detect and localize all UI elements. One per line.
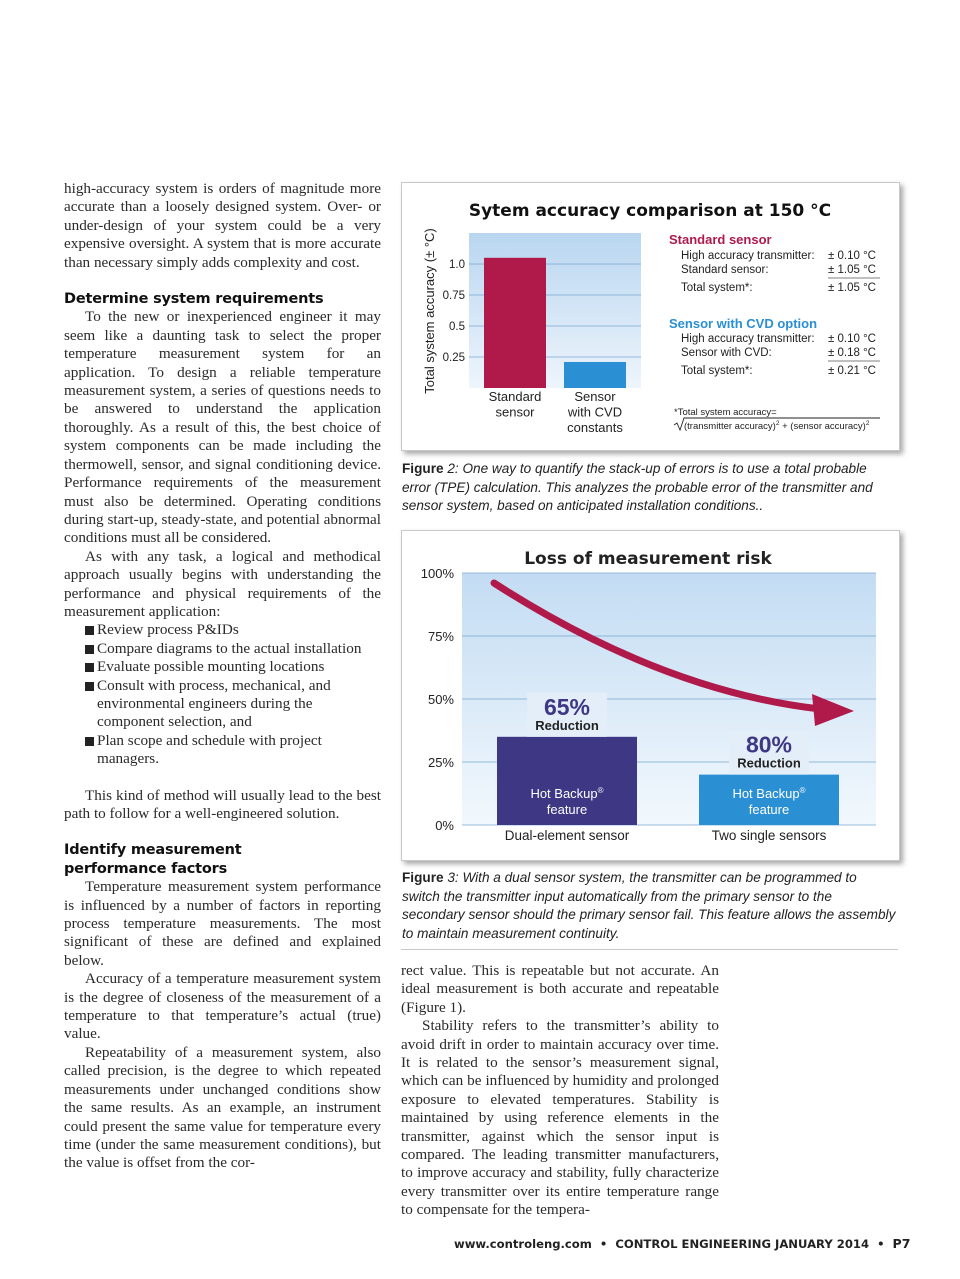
category-label: constants <box>567 420 623 435</box>
legend-standard-row-3-value: ± 1.05 °C <box>828 282 876 294</box>
y-tick-label: 100% <box>420 566 454 581</box>
requirements-paragraph-3: This kind of method will usually lead to the best path to follow for a well-engineered solution. <box>64 786 381 822</box>
category-label: Dual-element sensor <box>504 828 630 843</box>
annotation-label: Reduction <box>535 717 599 733</box>
page-footer <box>454 1236 910 1251</box>
list-item: Compare diagrams to the actual installation <box>64 640 381 658</box>
right-paragraph-2: Stability refers to the transmitter’s ability to avoid drift in order to maintain accuracy over time. It is related to the sensor’s measurement signal, which can be influenced by humidity and prolonged exposure to elevated temperatures. Stability is maintained by using reference elements in the transmitter, against which the sensor input is compared. The leading transmitter manufacturers, to improve accuracy and stability, fully characterize every transmitter over its entire temperature range to compensate for the tempera- <box>401 1017 719 1219</box>
y-tick-label: 0% <box>435 818 454 833</box>
legend-cvd-row-2-label: Sensor with CVD: <box>681 347 772 359</box>
caption-divider <box>401 949 898 950</box>
legend-cvd-row-2-value: ± 0.18 °C <box>828 347 876 359</box>
legend-standard-row-1-value: ± 0.10 °C <box>828 250 876 262</box>
y-tick-label: 75% <box>427 629 454 644</box>
legend-standard-row-2-label: Standard sensor: <box>681 264 769 276</box>
chart-title: Sytem accuracy comparison at 150 °C <box>468 201 832 221</box>
y-tick-labels <box>443 259 465 364</box>
category-labels <box>505 828 827 843</box>
requirements-paragraph-2: As with any task, a logical and methodical approach usually begins with understanding the performance and physical requirements of the measurement application: <box>64 547 381 620</box>
bar <box>564 362 626 388</box>
bar-label: feature <box>748 802 790 817</box>
y-tick-label: 25% <box>427 755 454 770</box>
legend-cvd-row-1-label: High accuracy transmitter: <box>681 333 815 345</box>
annotation-label: Reduction <box>737 755 801 771</box>
category-label: Two single sensors <box>711 828 827 843</box>
figure-3-caption: Figure 3: With a dual sensor system, the transmitter can be programmed to switch the transmitter input automatically from the primary sensor to the secondary sensor should the primary sensor fail. This feature allows the assembly to maintain measurement continuity. <box>402 870 896 941</box>
footer-separator: • <box>599 1237 608 1251</box>
category-labels <box>489 389 624 435</box>
list-item: Plan scope and schedule with project managers. <box>64 732 381 769</box>
legend-standard-title: Standard sensor <box>669 232 772 247</box>
figure-2-panel <box>401 182 900 451</box>
category-label: Sensor <box>574 389 616 404</box>
annotation-value: 80% <box>745 731 793 758</box>
y-tick-label: 50% <box>427 692 454 707</box>
footer-publication: CONTROL ENGINEERING JANUARY 2014 <box>615 1237 870 1251</box>
bar-label: Hot Backup® <box>530 786 604 801</box>
y-tick-label: 1.0 <box>449 259 465 271</box>
legend-cvd-row-3-value: ± 0.21 °C <box>828 365 876 377</box>
performance-paragraph-2: Accuracy of a temperature measurement system is the degree of closeness of the measurement of a temperature to that temperature’s actual (true) value. <box>64 970 381 1043</box>
heading-determine-requirements: Determine system requirements <box>64 291 324 308</box>
heading-identify-factors: Identify measurement performance factors <box>64 842 242 877</box>
performance-paragraph-1: Temperature measurement system performance is influenced by a number of factors in reporting process temperature measurements. The most significant of these are defined and explained below. <box>64 878 381 969</box>
list-item: Review process P&IDs <box>64 621 381 639</box>
y-tick-labels <box>421 566 455 833</box>
y-tick-label: 0.5 <box>449 321 465 333</box>
list-item: Consult with process, mechanical, and environmental engineers during the component selection, and <box>64 677 381 732</box>
category-label: Standard <box>488 389 542 404</box>
measurement-risk-chart <box>402 531 899 860</box>
performance-paragraph-3: Repeatability of a measurement system, also called precision, is the degree to which repeated measurements under unchanged conditions show the same results. As an example, an instrument could present the same value for temperature every time (under the same measurement conditions), but the value is offset from the cor- <box>64 1043 381 1172</box>
accuracy-comparison-chart <box>402 183 899 450</box>
legend-cvd-row-3-label: Total system*: <box>681 365 753 377</box>
y-tick-label: 0.25 <box>442 352 465 364</box>
figure-2-caption: Figure 2: One way to quantify the stack-up of errors is to use a total probable error (TPE) calculation. This analyzes the probable error of the transmitter and sensor system, based on anticipated installation conditions.. <box>402 461 873 514</box>
bar-label: feature <box>546 802 588 817</box>
formula-label: *Total system accuracy= <box>674 407 777 418</box>
category-label: sensor <box>495 404 535 420</box>
legend-cvd-row-1-value: ± 0.10 °C <box>828 333 876 345</box>
annotation-value: 65% <box>543 693 591 720</box>
requirements-paragraph-1: To the new or inexperienced engineer it may seem like a daunting task to select the proper temperature measurement system for an application. To design a reliable temperature measurement system, a series of questions needs to be answered to understand the application thoroughly. As a result of this, the best choice of system components can be made including the thermowell, sensor, and signal conditioning device. Performance requirements of the measurement must also be determined. Operating conditions during start-up, steady-state, and potential abnormal conditions must all be considered. <box>64 308 381 547</box>
right-paragraph-1: rect value. This is repeatable but not accurate. An ideal measurement is both accurate and repeatable (Figure 1). <box>401 962 719 1016</box>
category-label: with CVD <box>567 404 623 420</box>
legend-standard-row-3-label: Total system*: <box>681 282 753 294</box>
requirements-list <box>64 621 381 768</box>
intro-paragraph: high-accuracy system is orders of magnitude more accurate than a loosely designed system. Over- or under-design of your system could be a very expensive oversight. A system that is more accurate than necessary simply adds complexity and cost. <box>64 180 381 271</box>
chart-title: Loss of measurement risk <box>524 549 772 569</box>
page-number: P7 <box>892 1236 911 1251</box>
legend-cvd-title: Sensor with CVD option <box>669 316 818 331</box>
y-axis-label: Total system accuracy (± °C) <box>422 228 437 394</box>
right-column <box>401 962 719 1220</box>
figure-3-panel <box>401 530 900 861</box>
legend-standard-row-2-value: ± 1.05 °C <box>828 264 876 276</box>
footer-separator: • <box>877 1237 885 1251</box>
bar <box>484 258 546 388</box>
left-column <box>64 180 381 1173</box>
bar-label: Hot Backup® <box>732 786 806 801</box>
footer-url: www.controleng.com <box>454 1237 592 1251</box>
formula-expression: (transmitter accuracy)$^2$ + (sensor accuracy)$^2$ <box>684 420 870 432</box>
legend-standard-row-1-label: High accuracy transmitter: <box>681 250 815 262</box>
y-tick-label: 0.75 <box>442 290 465 302</box>
list-item: Evaluate possible mounting locations <box>64 658 381 676</box>
